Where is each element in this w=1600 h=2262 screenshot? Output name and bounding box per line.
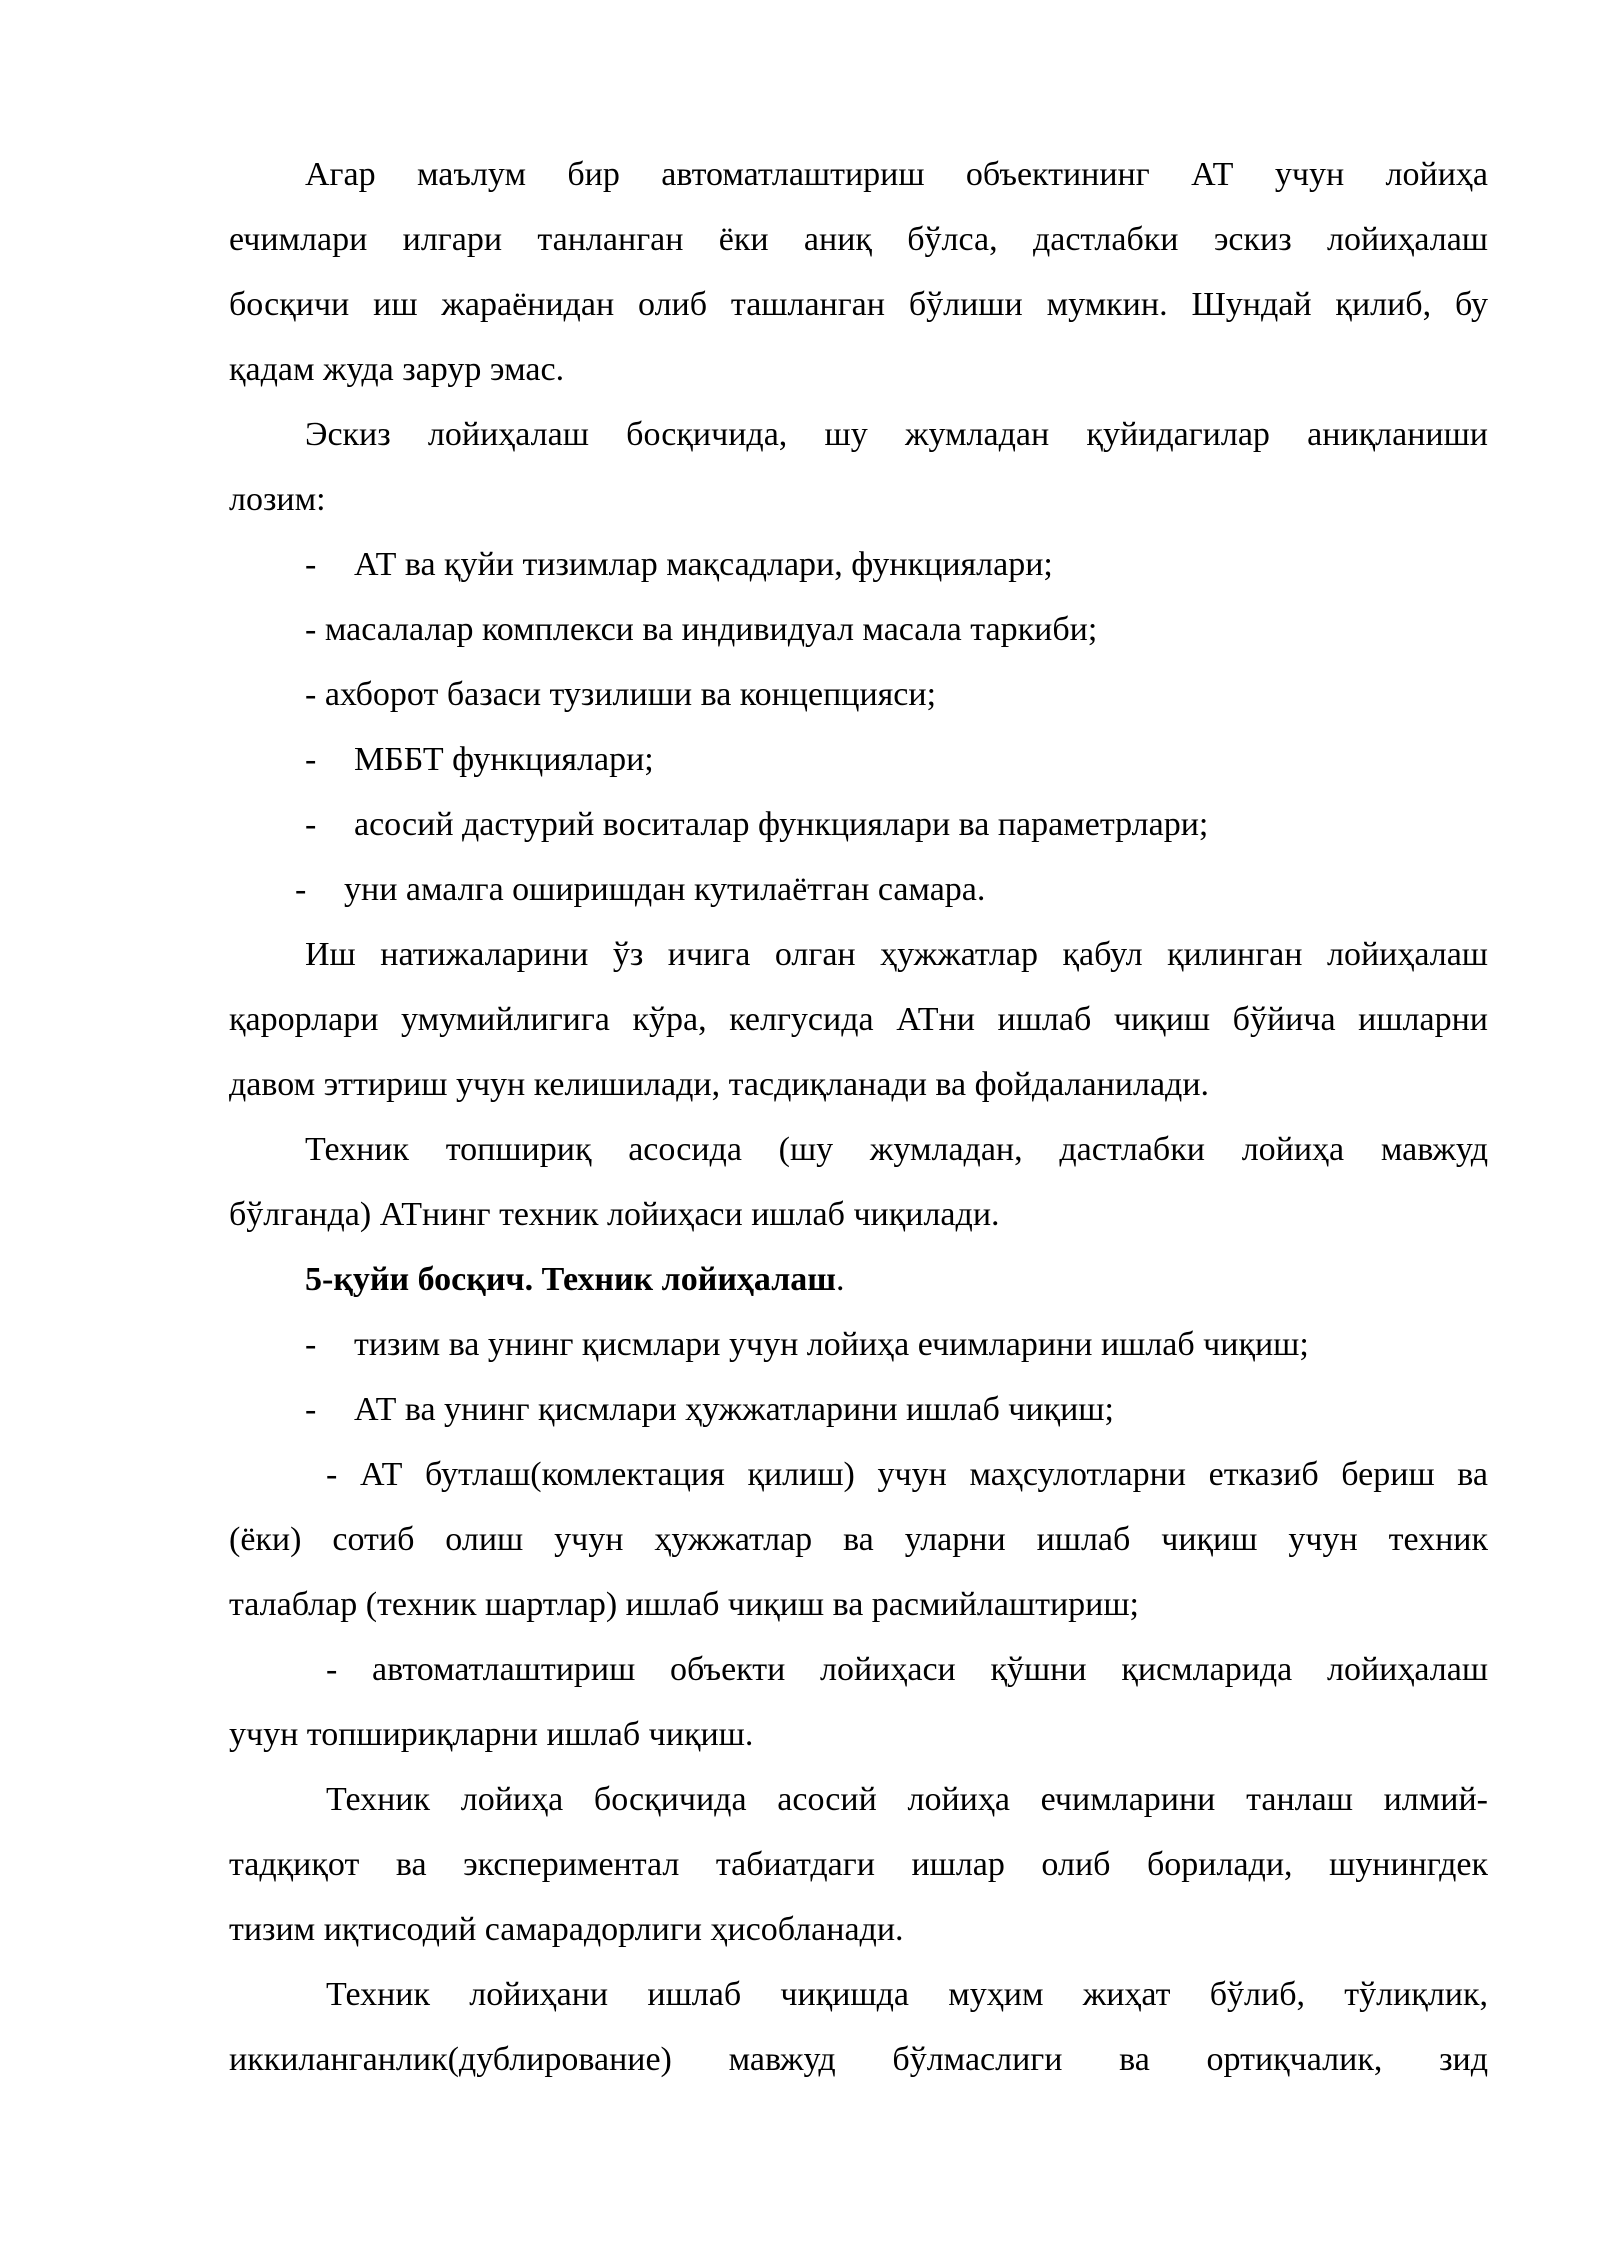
text-line: қарорлари умумийлигига кўра, келгусида АТни ишлаб чиқиш бўйича ишларни [229, 1001, 1488, 1038]
list-bullet: - [305, 806, 317, 843]
list-bullet: - [305, 546, 317, 583]
text-line: (ёки) сотиб олиш учун ҳужжатлар ва уларни ишлаб чиқиш учун техник [229, 1521, 1488, 1558]
list-bullet: - [295, 871, 307, 908]
text-line: Техник лойиҳани ишлаб чиқишда муҳим жиҳат бўлиб, тўлиқлик, [326, 1976, 1488, 2013]
list-item-text: МББТ функциялари; [354, 741, 654, 778]
text-line: Иш натижаларини ўз ичига олган ҳужжатлар қабул қилинган лойиҳалаш [305, 936, 1488, 973]
section-heading [305, 1260, 844, 1300]
text-line: қадам жуда зарур эмас. [229, 351, 565, 388]
list-bullet: - [305, 741, 317, 778]
list-bullet: - [305, 1326, 317, 1363]
list-item-text: уни амалга оширишдан кутилаётган самара. [344, 871, 986, 908]
list-item-text: тизим ва унинг қисмлари учун лойиҳа ечимларини ишлаб чиқиш; [354, 1326, 1309, 1363]
text-line: тадқиқот ва экспериментал табиатдаги ишлар олиб борилади, шунингдек [229, 1846, 1488, 1883]
text-line: иккиланганлик(дублирование) мавжуд бўлмаслиги ва ортиқчалик, зид [229, 2041, 1488, 2078]
text-line: учун топшириқларни ишлаб чиқиш. [229, 1716, 754, 1753]
list-item-text: - ахборот базаси тузилиши ва концепцияси; [305, 676, 937, 713]
list-item-text: - АТ бутлаш(комлектация қилиш) учун маҳсулотларни етказиб бериш ва [326, 1456, 1488, 1493]
text-line: Эскиз лойиҳалаш босқичида, шу жумладан қуйидагилар аниқланиши [305, 416, 1488, 453]
section-heading-text: 5-қуйи босқич. Техник лойиҳалаш [305, 1261, 836, 1298]
list-item-text: - масалалар комплекси ва индивидуал масала таркиби; [305, 611, 1098, 648]
list-item-text: асосий дастурий воситалар функциялари ва параметрлари; [354, 806, 1209, 843]
text-line: Техник топшириқ асосида (шу жумладан, дастлабки лойиҳа мавжуд [305, 1131, 1488, 1168]
list-item-text: - автоматлаштириш объекти лойиҳаси қўшни қисмларида лойиҳалаш [326, 1651, 1488, 1688]
text-line: ечимлари илгари танланган ёки аниқ бўлса, дастлабки эскиз лойиҳалаш [229, 221, 1488, 258]
list-bullet: - [305, 1391, 317, 1428]
text-line: давом эттириш учун келишилади, тасдиқланади ва фойдаланилади. [229, 1066, 1210, 1103]
list-item-text: АТ ва унинг қисмлари ҳужжатларини ишлаб чиқиш; [354, 1391, 1114, 1428]
section-heading-period: . [835, 1261, 845, 1298]
text-line: тизим иқтисодий самарадорлиги ҳисобланади. [229, 1911, 904, 1948]
text-line: Агар маълум бир автоматлаштириш объектининг АТ учун лойиҳа [305, 156, 1488, 193]
text-line: бўлганда) АТнинг техник лойиҳаси ишлаб чиқилади. [229, 1196, 1000, 1233]
text-line: талаблар (техник шартлар) ишлаб чиқиш ва расмийлаштириш; [229, 1586, 1139, 1623]
text-line: лозим: [229, 481, 326, 518]
text-line: Техник лойиҳа босқичида асосий лойиҳа ечимларини танлаш илмий- [326, 1781, 1488, 1818]
list-item-text: АТ ва қуйи тизимлар мақсадлари, функциялари; [354, 546, 1053, 583]
text-line: босқичи иш жараёнидан олиб ташланган бўлиши мумкин. Шундай қилиб, бу [229, 286, 1488, 323]
